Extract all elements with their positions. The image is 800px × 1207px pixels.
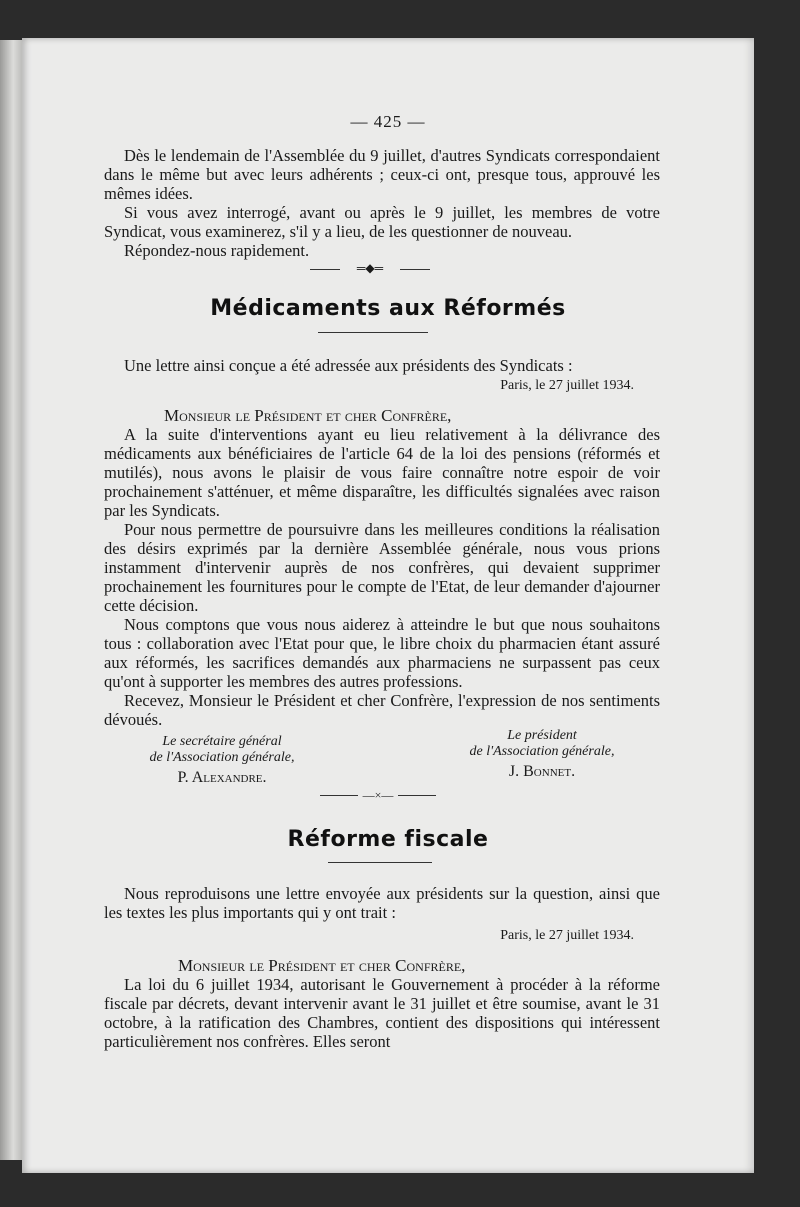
section1-date: Paris, le 27 juillet 1934.	[500, 378, 634, 393]
section2-salutation: Monsieur le Président et cher Confrère,	[178, 956, 466, 975]
section2-paragraph-1: La loi du 6 juillet 1934, autorisant le Gouvernement à procéder à la réforme fiscale par décrets, devant intervenir avant le 31 juillet et être soumise, avant le 31 octobre, à la ratification des Chambres, contient des dispositions qui intéressent particulièrement nos confrères. Elles seront	[104, 975, 660, 1051]
ornament-2: —×—	[358, 789, 398, 801]
section2-letter	[104, 956, 660, 1051]
section1-lead-text: Une lettre ainsi conçue a été adressée aux présidents des Syndicats :	[124, 356, 573, 375]
intro-paragraph-3: Répondez-nous rapidement.	[124, 241, 310, 260]
ornament-1: ═◆═	[340, 262, 400, 274]
facing-page-edge	[0, 40, 22, 1160]
signature-president-assoc: de l'Association générale,	[469, 744, 615, 759]
title-underline-2	[328, 862, 432, 863]
section1-lead	[104, 356, 660, 375]
signature-secretary	[132, 734, 312, 786]
section1-paragraph-4: Recevez, Monsieur le Président et cher Confrère, l'expression de nos sentiments dévoués.	[104, 691, 660, 729]
section2-lead	[104, 884, 660, 922]
signature-president-role: Le président	[507, 728, 577, 743]
signature-secretary-name: P. Alexandre.	[177, 769, 267, 786]
section1-paragraph-3: Nous comptons que vous nous aiderez à atteindre le but que nous souhaitons tous : collaboration avec l'Etat pour que, le libre choix du pharmacien étant assuré aux réformés, les sacrifices demandés aux pharmaciens ne surpassent pas ceux qu'ont à supporter les membres des autres professions.	[104, 615, 660, 691]
section-title-medicaments: Médicaments aux Réformés	[210, 296, 566, 321]
section1-paragraph-2: Pour nous permettre de poursuivre dans les meilleures conditions la réalisation des désirs exprimés par la dernière Assemblée générale, nous vous prions instamment d'intervenir auprès de nos confrères, qui devaient supprimer prochainement les fournitures pour le compte de l'Etat, de leur demander d'ajourner cette décision.	[104, 520, 660, 615]
page-number: — 425 —	[350, 112, 426, 131]
section1-salutation: Monsieur le Président et cher Confrère,	[164, 406, 452, 425]
intro-paragraph-1: Dès le lendemain de l'Assemblée du 9 juillet, d'autres Syndicats correspondaient dans le même but avec leurs adhérents ; ceux-ci ont, presque tous, approuvé les mêmes idées.	[104, 146, 660, 203]
section2-date: Paris, le 27 juillet 1934.	[500, 928, 634, 943]
section2-lead-text: Nous reproduisons une lettre envoyée aux présidents sur la question, ainsi que les textes les plus importants qui y ont trait :	[104, 884, 660, 922]
section-title-reforme: Réforme fiscale	[287, 827, 489, 852]
signature-president-name: J. Bonnet.	[508, 763, 576, 780]
section1-letter	[104, 406, 660, 729]
title-underline-1	[318, 332, 428, 333]
signature-president	[452, 728, 632, 780]
page-sheet	[22, 38, 754, 1173]
signature-secretary-role: Le secrétaire général	[162, 734, 282, 749]
intro-paragraph-2: Si vous avez interrogé, avant ou après le 9 juillet, les membres de votre Syndicat, vous examinerez, s'il y a lieu, de les questionner de nouveau.	[104, 203, 660, 241]
signature-secretary-assoc: de l'Association générale,	[149, 750, 295, 765]
intro-text	[104, 146, 660, 260]
section1-paragraph-1: A la suite d'interventions ayant eu lieu relativement à la délivrance des médicaments aux bénéficiaires de l'article 64 de la loi des pensions (réformés et mutilés), nous avons le plaisir de vous faire connaître notre espoir de voir prochainement s'atténuer, et même disparaître, les difficultés signalées avec raison par les Syndicats.	[104, 425, 660, 520]
